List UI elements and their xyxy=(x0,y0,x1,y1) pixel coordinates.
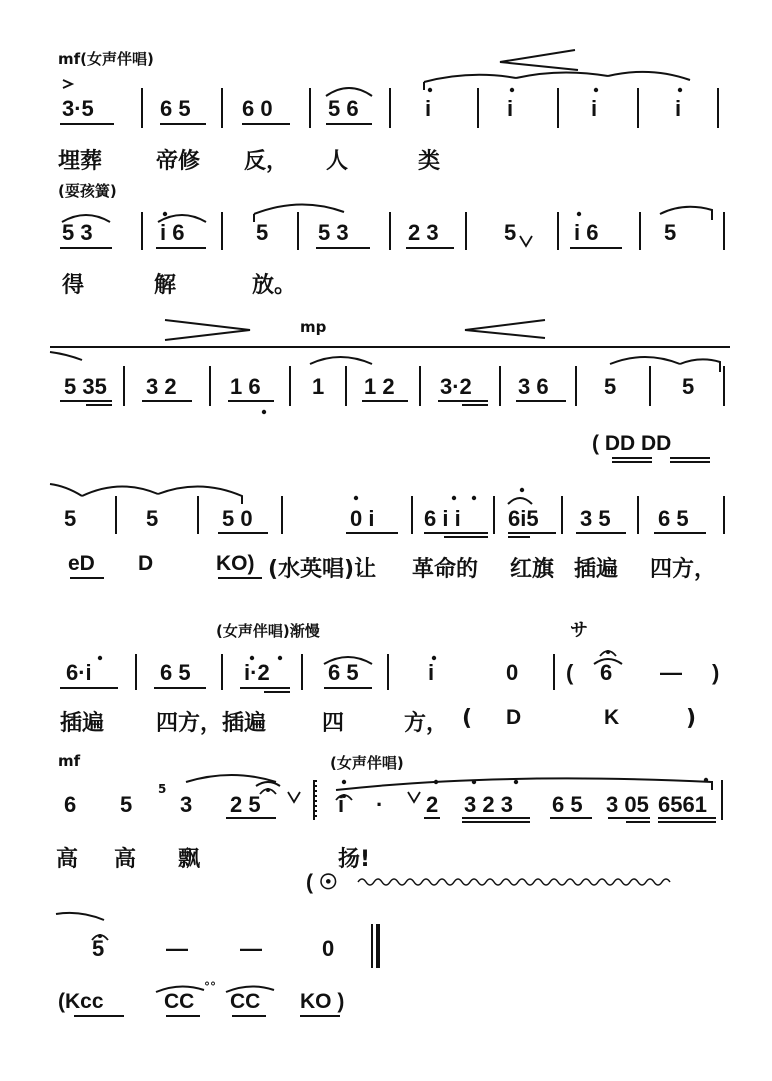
dynamic-mp: mp xyxy=(300,318,327,336)
lyric: 人 xyxy=(326,149,349,174)
lyric: (水英唱)让 xyxy=(268,557,377,582)
note: 6 5 xyxy=(160,660,191,685)
lyric: 放。 xyxy=(252,273,297,298)
note: · xyxy=(376,792,384,817)
note: 6 5 xyxy=(658,506,689,531)
note: 1 xyxy=(312,374,325,399)
lyric: 方， xyxy=(404,711,449,736)
note: 5 6 xyxy=(328,96,359,121)
note: 2 3 xyxy=(408,220,439,245)
note: 6 0 xyxy=(242,96,273,121)
lyric: 高 xyxy=(56,847,79,872)
lyric: ) xyxy=(686,706,697,731)
lyric: 飘 xyxy=(178,847,201,872)
note: ( xyxy=(566,660,574,685)
percussion-notation: ( DD DD xyxy=(592,432,672,455)
note: 1 2 xyxy=(364,374,395,399)
lyric: 得 xyxy=(62,273,85,298)
lyric: 四 xyxy=(322,711,345,736)
note: 3·2 xyxy=(440,374,472,399)
dynamic-mf: mf xyxy=(58,752,81,770)
percussion-lyric: D xyxy=(506,706,522,729)
note: 6i5 xyxy=(508,506,539,531)
note: 5 xyxy=(256,220,269,245)
tempo-annotation: (女声伴唱)渐慢 xyxy=(216,622,320,640)
note: i 6 xyxy=(574,220,599,245)
gong-roll: ( ☉ xyxy=(306,871,338,894)
note: 0 xyxy=(506,660,519,685)
lyric: 四方， xyxy=(650,557,717,582)
note: i·2 xyxy=(244,660,270,685)
lyric: 类 xyxy=(418,149,441,174)
note: — xyxy=(166,936,188,961)
percussion-lyric: CC xyxy=(230,990,261,1013)
percussion-lyric: KO ) xyxy=(300,990,345,1013)
percussion-lyric: KO) xyxy=(216,552,255,575)
note: 3 2 xyxy=(146,374,177,399)
lyric: 埋葬 xyxy=(58,149,103,174)
percussion-lyric: CC xyxy=(164,990,195,1013)
note: 1 6 xyxy=(230,374,261,399)
note: 6 5 xyxy=(552,792,583,817)
note: i xyxy=(338,792,345,817)
lyric: 四方，插遍 xyxy=(156,711,267,736)
note: — xyxy=(660,660,682,685)
lyric: 帝修 xyxy=(156,149,201,174)
lyric: 插遍 xyxy=(574,557,619,582)
note: 5 xyxy=(64,506,77,531)
note: 5 xyxy=(604,374,617,399)
note: 0 xyxy=(322,936,335,961)
note: 5 0 xyxy=(222,506,253,531)
note: 6 xyxy=(64,792,77,817)
lyric: 革命的 xyxy=(412,557,479,582)
note: 6 i i xyxy=(424,506,461,531)
note: 6 xyxy=(600,660,613,685)
note: 5 3 xyxy=(318,220,349,245)
note: 5 xyxy=(664,220,677,245)
note: 3·5 xyxy=(62,96,94,121)
grace-dots: °° xyxy=(204,980,216,994)
dynamic-mf-female-chorus: mf(女声伴唱) xyxy=(58,50,154,68)
note: 5 35 xyxy=(64,374,107,399)
note: 3 05 xyxy=(606,792,649,817)
note: 2 5 xyxy=(230,792,261,817)
note: 3 2 3 xyxy=(464,792,513,817)
note: 5 xyxy=(682,374,695,399)
lyric: ( xyxy=(462,706,473,731)
note: 3 6 xyxy=(518,374,549,399)
percussion-lyric: K xyxy=(604,706,620,729)
chorus-annotation: (女声伴唱) xyxy=(330,754,404,772)
lyric: 插遍 xyxy=(60,711,105,736)
lyric: 红旗 xyxy=(510,557,555,582)
note: i xyxy=(675,96,682,121)
note: 6561 xyxy=(658,792,707,817)
lyric: 解 xyxy=(154,273,177,298)
note: 5 xyxy=(92,936,105,961)
note: 5 xyxy=(120,792,133,817)
instrument-annotation: (耍孩簧) xyxy=(58,182,117,200)
percussion-lyric: (Kcc xyxy=(58,990,104,1013)
lyric: 高 xyxy=(114,847,137,872)
note: i xyxy=(507,96,514,121)
note: 5 xyxy=(504,220,517,245)
note: 2 xyxy=(426,792,439,817)
grace-note: 5 xyxy=(158,782,167,796)
note: 5 3 xyxy=(62,220,93,245)
note: — xyxy=(240,936,262,961)
note: i xyxy=(425,96,432,121)
note: i xyxy=(591,96,598,121)
note: i xyxy=(428,660,435,685)
note: 6·i xyxy=(66,660,92,685)
note: 0 i xyxy=(350,506,375,531)
note: i 6 xyxy=(160,220,185,245)
note: 3 xyxy=(180,792,193,817)
lyric: 扬! xyxy=(338,847,371,872)
percussion-lyric: D xyxy=(138,552,154,575)
note: 6 5 xyxy=(160,96,191,121)
percussion-lyric: eD xyxy=(68,552,95,575)
lyric: 反， xyxy=(244,149,289,174)
note: 5 xyxy=(146,506,159,531)
note: 3 5 xyxy=(580,506,611,531)
note: 6 5 xyxy=(328,660,359,685)
rubato-mark: サ xyxy=(570,620,588,641)
note: ) xyxy=(712,660,720,685)
